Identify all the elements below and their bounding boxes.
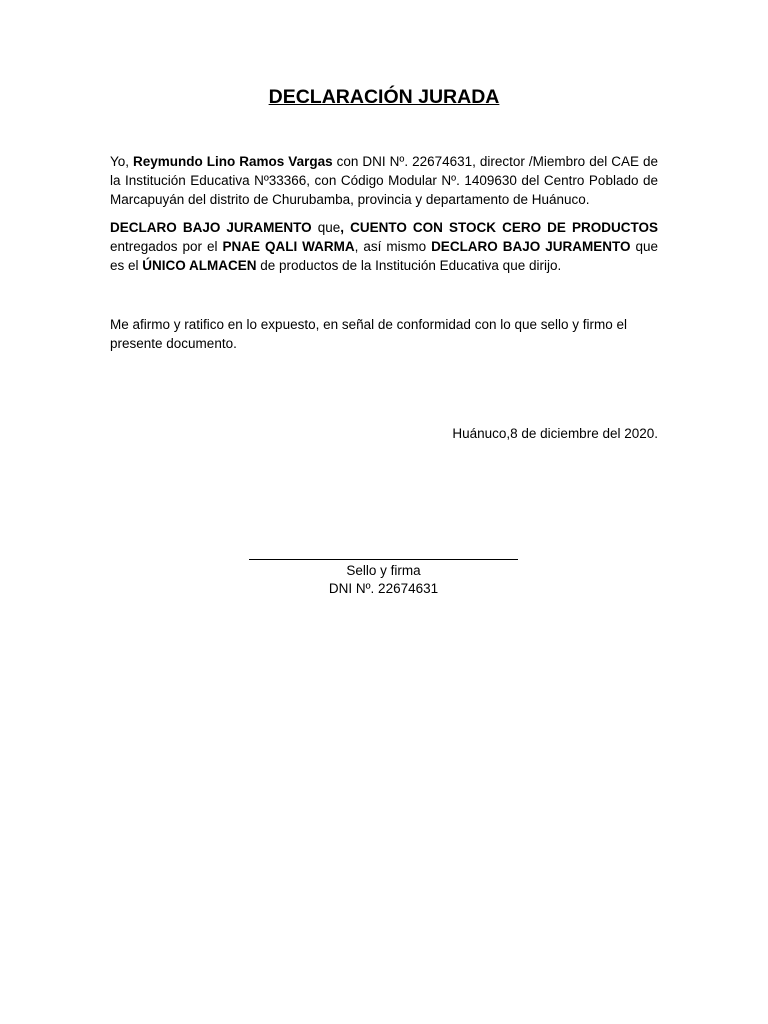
- date-line: Huánuco,8 de diciembre del 2020.: [452, 426, 658, 441]
- declaration-bold-3: PNAE QALI WARMA: [222, 239, 355, 254]
- declaration-text-1: que: [311, 220, 341, 235]
- signature-line: [249, 559, 518, 560]
- declarant-name: Reymundo Lino Ramos Vargas: [133, 154, 333, 169]
- signature-dni: DNI Nº. 22674631: [328, 581, 439, 596]
- declaration-paragraph: [110, 218, 658, 275]
- declaration-text-3: , así mismo: [354, 239, 432, 254]
- declaration-bold-1: DECLARO BAJO JURAMENTO: [110, 220, 312, 235]
- signature-block: [249, 562, 518, 598]
- ratification-paragraph: Me afirmo y ratifico en lo expuesto, en señal de conformidad con lo que sello y firmo el presente documento.: [110, 317, 628, 351]
- document-title: DECLARACIÓN JURADA: [268, 86, 500, 108]
- intro-paragraph: [110, 152, 658, 209]
- declaration-text-5: de productos de la Institución Educativa que dirijo.: [256, 258, 562, 273]
- declaration-text-4: que es el: [110, 239, 659, 273]
- signature-label: Sello y firma: [346, 563, 421, 578]
- declaration-bold-4: DECLARO BAJO JURAMENTO: [431, 239, 631, 254]
- declaration-bold-2: , CUENTO CON STOCK CERO DE PRODUCTOS: [340, 220, 659, 235]
- intro-text-start: Yo,: [110, 154, 134, 169]
- declaration-text-2: entregados por el: [110, 239, 223, 254]
- declaration-bold-5: ÚNICO ALMACEN: [142, 258, 257, 273]
- intro-text-rest: con DNI Nº. 22674631, director /Miembro del CAE de la Institución Educativa Nº33366, con Código Modular Nº. 1409630 del Centro Poblado de Marcapuyán del distrito de Churubamba, provincia y departamento de Huánuco.: [110, 154, 658, 207]
